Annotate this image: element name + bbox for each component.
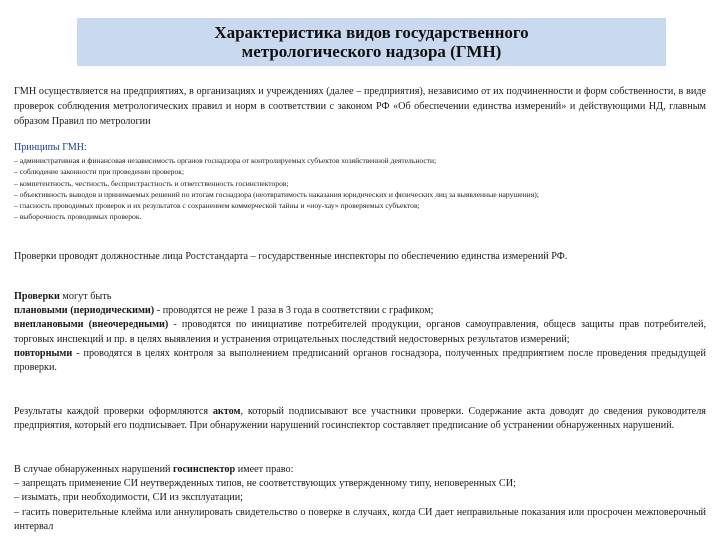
rights-lead-text-1: В случае обнаруженных нарушений (14, 464, 174, 475)
rights-item: – запрещать применение СИ неутвержденных типов, не соответствующих утвержденному типу, неповеренных СИ; (14, 478, 516, 490)
checks-lead-bold: Проверки (14, 291, 60, 302)
intro-paragraph: ГМН осуществляется на предприятиях, в организациях и учреждениях (далее – предприятия), независимо от их подчиненности и форм собственности, в виде проверок соблюдения метрологических правил и норм в соответствии с законом РФ «Об обеспечении единства измерений» и действующими НД, главным образом Правил по метрологии (14, 86, 706, 127)
checks-unplanned-text: - проводятся по инициативе потребителей продукции, органов самоуправления, общесв защиты прав потребителей, торговых инспекций и пр. в целях выявления и устранения отрицательных последствий недостоверных результатов измерений; (14, 319, 706, 345)
checks-planned (14, 304, 706, 318)
checks-unplanned-bold: внеплановыми (внеочередными) (14, 319, 169, 331)
checks-repeat-bold: повторными (14, 347, 73, 359)
checks-repeat (14, 347, 706, 375)
principle-item: – выборочность проводимых проверок. (14, 212, 142, 222)
principle-item: – компетентность, честность, беспристрастность и ответственность госинспекторов; (14, 178, 289, 188)
principles-heading: Принципы ГМН: (14, 142, 87, 153)
rights-lead (14, 463, 706, 477)
principle-item: – соблюдение законности при проведении проверок; (14, 167, 185, 177)
results-act-bold: актом (212, 406, 241, 417)
rights-lead-bold: госинспектор (173, 464, 236, 475)
inspectors-paragraph: Проверки проводят должностные лица Ростстандарта – государственные инспекторы по обеспечению единства измерений РФ. (14, 251, 568, 262)
title-banner (77, 18, 666, 66)
rights-section (14, 463, 706, 534)
rights-item: – гасить поверительные клейма или аннулировать свидетельство о поверке в случаях, когда СИ дает неправильные показания или просрочен межповерочный интервал (14, 506, 706, 532)
principles-section (14, 141, 706, 223)
checks-repeat-text: - проводятся в целях контроля за выполнением предписаний органов госнадзора, полученных предприятием после проведения предыдущей проверки. (14, 347, 706, 374)
checks-unplanned (14, 318, 706, 346)
results-text-1: Результаты каждой проверки оформляются (14, 406, 213, 417)
rights-item: – изымать, при необходимости, СИ из эксплуатации; (14, 492, 243, 504)
results-paragraph (14, 405, 706, 433)
principle-item: – административная и финансовая независимость органов госнадзора от контролируемых субъектов хозяйственной деятельности; (14, 156, 437, 165)
principle-item: – объективность выводов и принимаемых решений по итогам госнадзора (неотвратимость наказания юридических и физических лиц за выявленные нарушения); (14, 189, 539, 199)
checks-planned-bold: плановыми (периодическими) (14, 305, 155, 317)
principle-item: – гласность проводимых проверок и их результатов с сохранением коммерческой тайны и «ноу-хау» проверяемых субъектов; (14, 201, 420, 211)
slide-title (214, 23, 528, 61)
title-line-2: метрологического надзора (ГМН) (241, 42, 502, 61)
checks-lead-text: могут быть (59, 291, 112, 302)
checks-section (14, 290, 706, 375)
rights-lead-text-2: имеет право: (235, 464, 294, 475)
checks-planned-text: - проводятся не реже 1 раза в 3 года в соответствии с графиком; (154, 305, 434, 317)
checks-lead (14, 290, 706, 304)
title-line-1: Характеристика видов государственного (214, 23, 529, 42)
results-text-2: , который подписывают все участники проверки. Содержание акта доводят до сведения руководителя предприятия, который его подписывает. При обнаружении нарушений госинспектор составляет предписание об устранении обнаруженных нарушений. (14, 406, 706, 432)
